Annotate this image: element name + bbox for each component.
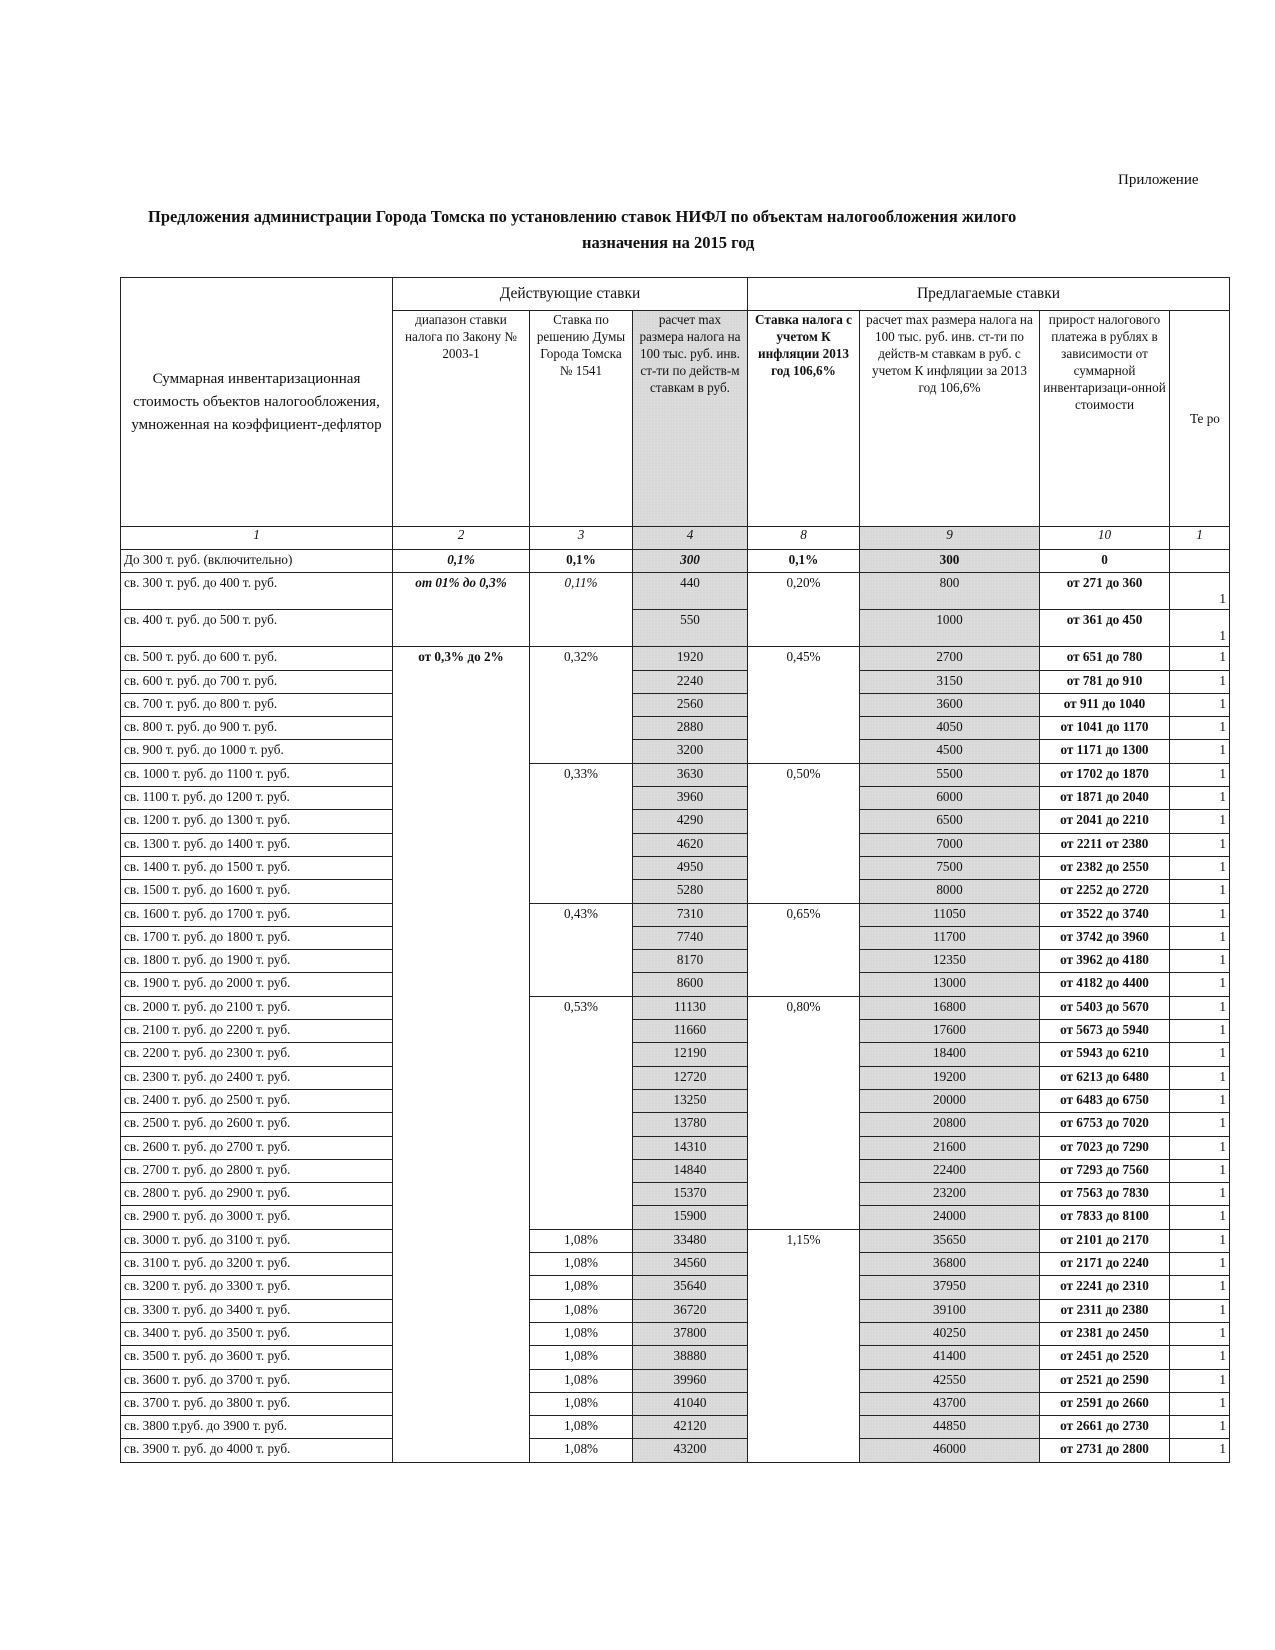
range-cell: св. 1800 т. руб. до 1900 т. руб. <box>121 950 393 973</box>
calc-proposed-cell: 3150 <box>860 670 1040 693</box>
header-col-4: расчет max размера налога на 100 тыс. руб. инв. ст-ти по действ-м ставкам в руб. <box>633 311 748 527</box>
table-row <box>121 1043 1230 1066</box>
calc-current-cell: 14310 <box>633 1136 748 1159</box>
increase-cell: от 7023 до 7290 <box>1040 1136 1170 1159</box>
range-cell: св. 2900 т. руб. до 3000 т. руб. <box>121 1206 393 1229</box>
duma-rate-cell: 0,32% <box>530 647 633 763</box>
calc-current-cell: 35640 <box>633 1276 748 1299</box>
col11-cell: 1 <box>1170 717 1230 740</box>
range-cell: св. 3400 т. руб. до 3500 т. руб. <box>121 1322 393 1345</box>
increase-cell: от 2211 от 2380 <box>1040 833 1170 856</box>
increase-cell: от 361 до 450 <box>1040 610 1170 647</box>
duma-rate-cell: 0,43% <box>530 903 633 996</box>
increase-cell: от 2661 до 2730 <box>1040 1416 1170 1439</box>
table-row <box>121 1392 1230 1415</box>
col-number: 9 <box>860 527 1040 550</box>
table-row <box>121 763 1230 786</box>
increase-cell: от 2101 до 2170 <box>1040 1229 1170 1252</box>
header-col-10: прирост налогового платежа в рублях в зависимости от суммарной инвентаризаци-онной стоимости <box>1040 311 1170 527</box>
calc-proposed-cell: 6500 <box>860 810 1040 833</box>
increase-cell: от 4182 до 4400 <box>1040 973 1170 996</box>
calc-current-cell: 2560 <box>633 693 748 716</box>
duma-rate-cell: 1,08% <box>530 1276 633 1299</box>
increase-cell: от 1171 до 1300 <box>1040 740 1170 763</box>
range-cell: св. 2300 т. руб. до 2400 т. руб. <box>121 1066 393 1089</box>
calc-proposed-cell: 6000 <box>860 787 1040 810</box>
calc-proposed-cell: 12350 <box>860 950 1040 973</box>
range-cell: св. 1500 т. руб. до 1600 т. руб. <box>121 880 393 903</box>
proposed-rate-cell: 0,1% <box>748 550 860 573</box>
col11-cell: 1 <box>1170 1043 1230 1066</box>
col11-cell: 1 <box>1170 763 1230 786</box>
calc-proposed-cell: 35650 <box>860 1229 1040 1252</box>
calc-current-cell: 8600 <box>633 973 748 996</box>
range-cell: св. 3200 т. руб. до 3300 т. руб. <box>121 1276 393 1299</box>
calc-current-cell: 36720 <box>633 1299 748 1322</box>
calc-current-cell: 37800 <box>633 1322 748 1345</box>
range-cell: св. 600 т. руб. до 700 т. руб. <box>121 670 393 693</box>
range-cell: св. 1900 т. руб. до 2000 т. руб. <box>121 973 393 996</box>
col-number: 8 <box>748 527 860 550</box>
table-row <box>121 1416 1230 1439</box>
table-row <box>121 647 1230 670</box>
col11-cell: 1 <box>1170 1322 1230 1345</box>
range-cell: св. 2200 т. руб. до 2300 т. руб. <box>121 1043 393 1066</box>
col11-cell: 1 <box>1170 1416 1230 1439</box>
calc-current-cell: 41040 <box>633 1392 748 1415</box>
proposed-rate-cell: 0,65% <box>748 903 860 996</box>
table-row <box>121 670 1230 693</box>
calc-current-cell: 8170 <box>633 950 748 973</box>
range-cell: св. 1400 т. руб. до 1500 т. руб. <box>121 856 393 879</box>
range-cell: До 300 т. руб. (включительно) <box>121 550 393 573</box>
duma-rate-cell: 0,33% <box>530 763 633 903</box>
title-line-2: назначения на 2015 год <box>582 233 755 252</box>
calc-current-cell: 13780 <box>633 1113 748 1136</box>
col11-cell: 1 <box>1170 1369 1230 1392</box>
calc-current-cell: 3200 <box>633 740 748 763</box>
increase-cell: от 2381 до 2450 <box>1040 1322 1170 1345</box>
calc-current-cell: 300 <box>633 550 748 573</box>
col11-cell: 1 <box>1170 1159 1230 1182</box>
increase-cell: от 2382 до 2550 <box>1040 856 1170 879</box>
range-cell: св. 1100 т. руб. до 1200 т. руб. <box>121 787 393 810</box>
calc-proposed-cell: 5500 <box>860 763 1040 786</box>
calc-current-cell: 7740 <box>633 926 748 949</box>
col-number: 2 <box>393 527 530 550</box>
increase-cell: от 2171 до 2240 <box>1040 1253 1170 1276</box>
calc-current-cell: 34560 <box>633 1253 748 1276</box>
increase-cell: от 6213 до 6480 <box>1040 1066 1170 1089</box>
proposed-rate-cell: 0,45% <box>748 647 860 763</box>
col-number: 1 <box>1170 527 1230 550</box>
increase-cell: от 2041 до 2210 <box>1040 810 1170 833</box>
calc-proposed-cell: 7500 <box>860 856 1040 879</box>
col11-cell: 1 <box>1170 1276 1230 1299</box>
table-row <box>121 1276 1230 1299</box>
table-row <box>121 880 1230 903</box>
calc-proposed-cell: 18400 <box>860 1043 1040 1066</box>
calc-proposed-cell: 3600 <box>860 693 1040 716</box>
calc-current-cell: 12190 <box>633 1043 748 1066</box>
table-row <box>121 810 1230 833</box>
table-row <box>121 1299 1230 1322</box>
calc-current-cell: 33480 <box>633 1229 748 1252</box>
col-number: 1 <box>121 527 393 550</box>
increase-cell: от 1041 до 1170 <box>1040 717 1170 740</box>
range-cell: св. 3100 т. руб. до 3200 т. руб. <box>121 1253 393 1276</box>
col11-cell: 1 <box>1170 950 1230 973</box>
col-number: 4 <box>633 527 748 550</box>
range-cell: св. 2400 т. руб. до 2500 т. руб. <box>121 1089 393 1112</box>
calc-proposed-cell: 4050 <box>860 717 1040 740</box>
duma-rate-cell: 1,08% <box>530 1299 633 1322</box>
calc-proposed-cell: 20000 <box>860 1089 1040 1112</box>
table-row <box>121 787 1230 810</box>
col11-cell: 1 <box>1170 856 1230 879</box>
law-range-cell: 0,1% <box>393 550 530 573</box>
calc-proposed-cell: 20800 <box>860 1113 1040 1136</box>
range-cell: св. 1300 т. руб. до 1400 т. руб. <box>121 833 393 856</box>
duma-rate-cell: 0,1% <box>530 550 633 573</box>
col-number: 10 <box>1040 527 1170 550</box>
calc-proposed-cell: 2700 <box>860 647 1040 670</box>
calc-proposed-cell: 16800 <box>860 996 1040 1019</box>
proposed-rate-cell: 1,15% <box>748 1229 860 1462</box>
table-row <box>121 693 1230 716</box>
calc-proposed-cell: 37950 <box>860 1276 1040 1299</box>
calc-current-cell: 5280 <box>633 880 748 903</box>
col11-cell: 1 <box>1170 787 1230 810</box>
table-row <box>121 1206 1230 1229</box>
range-cell: св. 400 т. руб. до 500 т. руб. <box>121 610 393 647</box>
table-row <box>121 1439 1230 1462</box>
col11-cell <box>1170 550 1230 573</box>
calc-current-cell: 43200 <box>633 1439 748 1462</box>
col11-cell: 1 <box>1170 573 1230 610</box>
increase-cell: от 2591 до 2660 <box>1040 1392 1170 1415</box>
calc-proposed-cell: 44850 <box>860 1416 1040 1439</box>
calc-proposed-cell: 21600 <box>860 1136 1040 1159</box>
header-col-8: Ставка налога с учетом К инфляции 2013 год 106,6% <box>748 311 860 527</box>
calc-proposed-cell: 8000 <box>860 880 1040 903</box>
col11-cell: 1 <box>1170 610 1230 647</box>
increase-cell: от 7833 до 8100 <box>1040 1206 1170 1229</box>
calc-current-cell: 11130 <box>633 996 748 1019</box>
calc-proposed-cell: 39100 <box>860 1299 1040 1322</box>
calc-proposed-cell: 11050 <box>860 903 1040 926</box>
table-row <box>121 1136 1230 1159</box>
calc-current-cell: 7310 <box>633 903 748 926</box>
title-line-1: Предложения администрации Города Томска по установлению ставок НИФЛ по объектам налогообложения жилого <box>148 207 1017 226</box>
table-row <box>121 717 1230 740</box>
increase-cell: от 7293 до 7560 <box>1040 1159 1170 1182</box>
tax-rates-table <box>120 277 1230 1463</box>
increase-cell: от 651 до 780 <box>1040 647 1170 670</box>
col11-cell: 1 <box>1170 1136 1230 1159</box>
col11-cell: 1 <box>1170 973 1230 996</box>
increase-cell: от 2241 до 2310 <box>1040 1276 1170 1299</box>
col11-cell: 1 <box>1170 1206 1230 1229</box>
calc-current-cell: 2880 <box>633 717 748 740</box>
col11-cell: 1 <box>1170 903 1230 926</box>
col11-cell: 1 <box>1170 833 1230 856</box>
increase-cell: от 5943 до 6210 <box>1040 1043 1170 1066</box>
increase-cell: от 5403 до 5670 <box>1040 996 1170 1019</box>
col11-cell: 1 <box>1170 670 1230 693</box>
calc-current-cell: 38880 <box>633 1346 748 1369</box>
col11-cell: 1 <box>1170 1392 1230 1415</box>
increase-cell: 0 <box>1040 550 1170 573</box>
col11-cell: 1 <box>1170 1299 1230 1322</box>
range-cell: св. 3600 т. руб. до 3700 т. руб. <box>121 1369 393 1392</box>
header-group-proposed: Предлагаемые ставки <box>748 278 1230 311</box>
range-cell: св. 800 т. руб. до 900 т. руб. <box>121 717 393 740</box>
col11-cell: 1 <box>1170 1066 1230 1089</box>
law-range-cell: от 0,3% до 2% <box>393 647 530 1462</box>
calc-proposed-cell: 4500 <box>860 740 1040 763</box>
table-row <box>121 903 1230 926</box>
increase-cell: от 1871 до 2040 <box>1040 787 1170 810</box>
calc-proposed-cell: 17600 <box>860 1020 1040 1043</box>
calc-proposed-cell: 46000 <box>860 1439 1040 1462</box>
table-row <box>121 1322 1230 1345</box>
col11-cell: 1 <box>1170 1439 1230 1462</box>
calc-proposed-cell: 7000 <box>860 833 1040 856</box>
calc-proposed-cell: 11700 <box>860 926 1040 949</box>
increase-cell: от 6483 до 6750 <box>1040 1089 1170 1112</box>
table-row <box>121 1253 1230 1276</box>
range-cell: св. 900 т. руб. до 1000 т. руб. <box>121 740 393 763</box>
range-cell: св. 1200 т. руб. до 1300 т. руб. <box>121 810 393 833</box>
calc-proposed-cell: 43700 <box>860 1392 1040 1415</box>
table-row <box>121 1346 1230 1369</box>
range-cell: св. 3300 т. руб. до 3400 т. руб. <box>121 1299 393 1322</box>
duma-rate-cell: 0,53% <box>530 996 633 1229</box>
increase-cell: от 7563 до 7830 <box>1040 1183 1170 1206</box>
col11-cell: 1 <box>1170 1346 1230 1369</box>
calc-current-cell: 4950 <box>633 856 748 879</box>
calc-current-cell: 440 <box>633 573 748 610</box>
col11-cell: 1 <box>1170 1020 1230 1043</box>
header-col-11: Те ро <box>1170 311 1230 527</box>
calc-current-cell: 2240 <box>633 670 748 693</box>
increase-cell: от 2252 до 2720 <box>1040 880 1170 903</box>
range-cell: св. 2800 т. руб. до 2900 т. руб. <box>121 1183 393 1206</box>
calc-current-cell: 1920 <box>633 647 748 670</box>
calc-current-cell: 550 <box>633 610 748 647</box>
calc-proposed-cell: 13000 <box>860 973 1040 996</box>
calc-proposed-cell: 19200 <box>860 1066 1040 1089</box>
proposed-rate-cell: 0,80% <box>748 996 860 1229</box>
table-row <box>121 1229 1230 1252</box>
range-cell: св. 3700 т. руб. до 3800 т. руб. <box>121 1392 393 1415</box>
range-cell: св. 1700 т. руб. до 1800 т. руб. <box>121 926 393 949</box>
increase-cell: от 5673 до 5940 <box>1040 1020 1170 1043</box>
document-title <box>148 204 1275 256</box>
table-row <box>121 1066 1230 1089</box>
calc-current-cell: 15900 <box>633 1206 748 1229</box>
table-row <box>121 856 1230 879</box>
range-cell: св. 3800 т.руб. до 3900 т. руб. <box>121 1416 393 1439</box>
increase-cell: от 3742 до 3960 <box>1040 926 1170 949</box>
range-cell: св. 3000 т. руб. до 3100 т. руб. <box>121 1229 393 1252</box>
proposed-rate-cell: 0,50% <box>748 763 860 903</box>
calc-proposed-cell: 36800 <box>860 1253 1040 1276</box>
duma-rate-cell: 1,08% <box>530 1439 633 1462</box>
table-row <box>121 996 1230 1019</box>
table-row <box>121 550 1230 573</box>
col11-cell: 1 <box>1170 880 1230 903</box>
calc-proposed-cell: 41400 <box>860 1346 1040 1369</box>
col11-cell: 1 <box>1170 1113 1230 1136</box>
calc-current-cell: 4290 <box>633 810 748 833</box>
table-row <box>121 1159 1230 1182</box>
calc-current-cell: 4620 <box>633 833 748 856</box>
col11-cell: 1 <box>1170 1183 1230 1206</box>
increase-cell: от 3962 до 4180 <box>1040 950 1170 973</box>
calc-current-cell: 13250 <box>633 1089 748 1112</box>
table-row <box>121 1369 1230 1392</box>
appendix-label: Приложение <box>1118 172 1199 188</box>
range-cell: св. 2700 т. руб. до 2800 т. руб. <box>121 1159 393 1182</box>
increase-cell: от 1702 до 1870 <box>1040 763 1170 786</box>
table-row <box>121 573 1230 610</box>
col11-cell: 1 <box>1170 996 1230 1019</box>
table-row <box>121 740 1230 763</box>
calc-current-cell: 42120 <box>633 1416 748 1439</box>
col-number: 3 <box>530 527 633 550</box>
header-col-1: Суммарная инвентаризационная стоимость объектов налогообложения, умноженная на коэффициент-дефлятор <box>121 278 393 527</box>
col11-cell: 1 <box>1170 926 1230 949</box>
table-row <box>121 973 1230 996</box>
increase-cell: от 2311 до 2380 <box>1040 1299 1170 1322</box>
calc-proposed-cell: 24000 <box>860 1206 1040 1229</box>
calc-proposed-cell: 40250 <box>860 1322 1040 1345</box>
col11-cell: 1 <box>1170 693 1230 716</box>
calc-proposed-cell: 22400 <box>860 1159 1040 1182</box>
col11-cell: 1 <box>1170 810 1230 833</box>
increase-cell: от 2731 до 2800 <box>1040 1439 1170 1462</box>
table-row <box>121 1020 1230 1043</box>
duma-rate-cell: 1,08% <box>530 1253 633 1276</box>
increase-cell: от 781 до 910 <box>1040 670 1170 693</box>
header-col-2: диапазон ставки налога по Закону № 2003-1 <box>393 311 530 527</box>
increase-cell: от 2451 до 2520 <box>1040 1346 1170 1369</box>
col11-cell: 1 <box>1170 1253 1230 1276</box>
range-cell: св. 3900 т. руб. до 4000 т. руб. <box>121 1439 393 1462</box>
proposed-rate-cell: 0,20% <box>748 573 860 647</box>
range-cell: св. 2600 т. руб. до 2700 т. руб. <box>121 1136 393 1159</box>
range-cell: св. 700 т. руб. до 800 т. руб. <box>121 693 393 716</box>
table-row <box>121 1113 1230 1136</box>
column-number-row <box>121 527 1230 550</box>
calc-proposed-cell: 300 <box>860 550 1040 573</box>
range-cell: св. 3500 т. руб. до 3600 т. руб. <box>121 1346 393 1369</box>
range-cell: св. 2500 т. руб. до 2600 т. руб. <box>121 1113 393 1136</box>
range-cell: св. 1000 т. руб. до 1100 т. руб. <box>121 763 393 786</box>
col11-cell: 1 <box>1170 1089 1230 1112</box>
calc-current-cell: 15370 <box>633 1183 748 1206</box>
law-range-cell: от 01% до 0,3% <box>393 573 530 647</box>
range-cell: св. 2000 т. руб. до 2100 т. руб. <box>121 996 393 1019</box>
table-row <box>121 610 1230 647</box>
header-col-3: Ставка по решению Думы Города Томска № 1541 <box>530 311 633 527</box>
col11-cell: 1 <box>1170 740 1230 763</box>
col11-cell: 1 <box>1170 1229 1230 1252</box>
col11-cell: 1 <box>1170 647 1230 670</box>
increase-cell: от 3522 до 3740 <box>1040 903 1170 926</box>
duma-rate-cell: 1,08% <box>530 1346 633 1369</box>
increase-cell: от 271 до 360 <box>1040 573 1170 610</box>
calc-proposed-cell: 800 <box>860 573 1040 610</box>
table-row <box>121 833 1230 856</box>
duma-rate-cell: 1,08% <box>530 1322 633 1345</box>
calc-current-cell: 11660 <box>633 1020 748 1043</box>
calc-proposed-cell: 23200 <box>860 1183 1040 1206</box>
calc-current-cell: 3630 <box>633 763 748 786</box>
header-col-9: расчет max размера налога на 100 тыс. руб. инв. ст-ти по действ-м ставкам в руб. с учетом К инфляции за 2013 год 106,6% <box>860 311 1040 527</box>
group-header-row <box>121 278 1230 311</box>
duma-rate-cell: 1,08% <box>530 1416 633 1439</box>
table-row <box>121 1089 1230 1112</box>
increase-cell: от 2521 до 2590 <box>1040 1369 1170 1392</box>
calc-current-cell: 39960 <box>633 1369 748 1392</box>
increase-cell: от 6753 до 7020 <box>1040 1113 1170 1136</box>
increase-cell: от 911 до 1040 <box>1040 693 1170 716</box>
table-row <box>121 926 1230 949</box>
range-cell: св. 1600 т. руб. до 1700 т. руб. <box>121 903 393 926</box>
table-row <box>121 950 1230 973</box>
range-cell: св. 2100 т. руб. до 2200 т. руб. <box>121 1020 393 1043</box>
calc-current-cell: 14840 <box>633 1159 748 1182</box>
duma-rate-cell: 1,08% <box>530 1229 633 1252</box>
calc-proposed-cell: 42550 <box>860 1369 1040 1392</box>
range-cell: св. 500 т. руб. до 600 т. руб. <box>121 647 393 670</box>
duma-rate-cell: 1,08% <box>530 1392 633 1415</box>
table-row <box>121 1183 1230 1206</box>
duma-rate-cell: 0,11% <box>530 573 633 647</box>
header-group-current: Действующие ставки <box>393 278 748 311</box>
duma-rate-cell: 1,08% <box>530 1369 633 1392</box>
calc-current-cell: 12720 <box>633 1066 748 1089</box>
calc-proposed-cell: 1000 <box>860 610 1040 647</box>
calc-current-cell: 3960 <box>633 787 748 810</box>
range-cell: св. 300 т. руб. до 400 т. руб. <box>121 573 393 610</box>
